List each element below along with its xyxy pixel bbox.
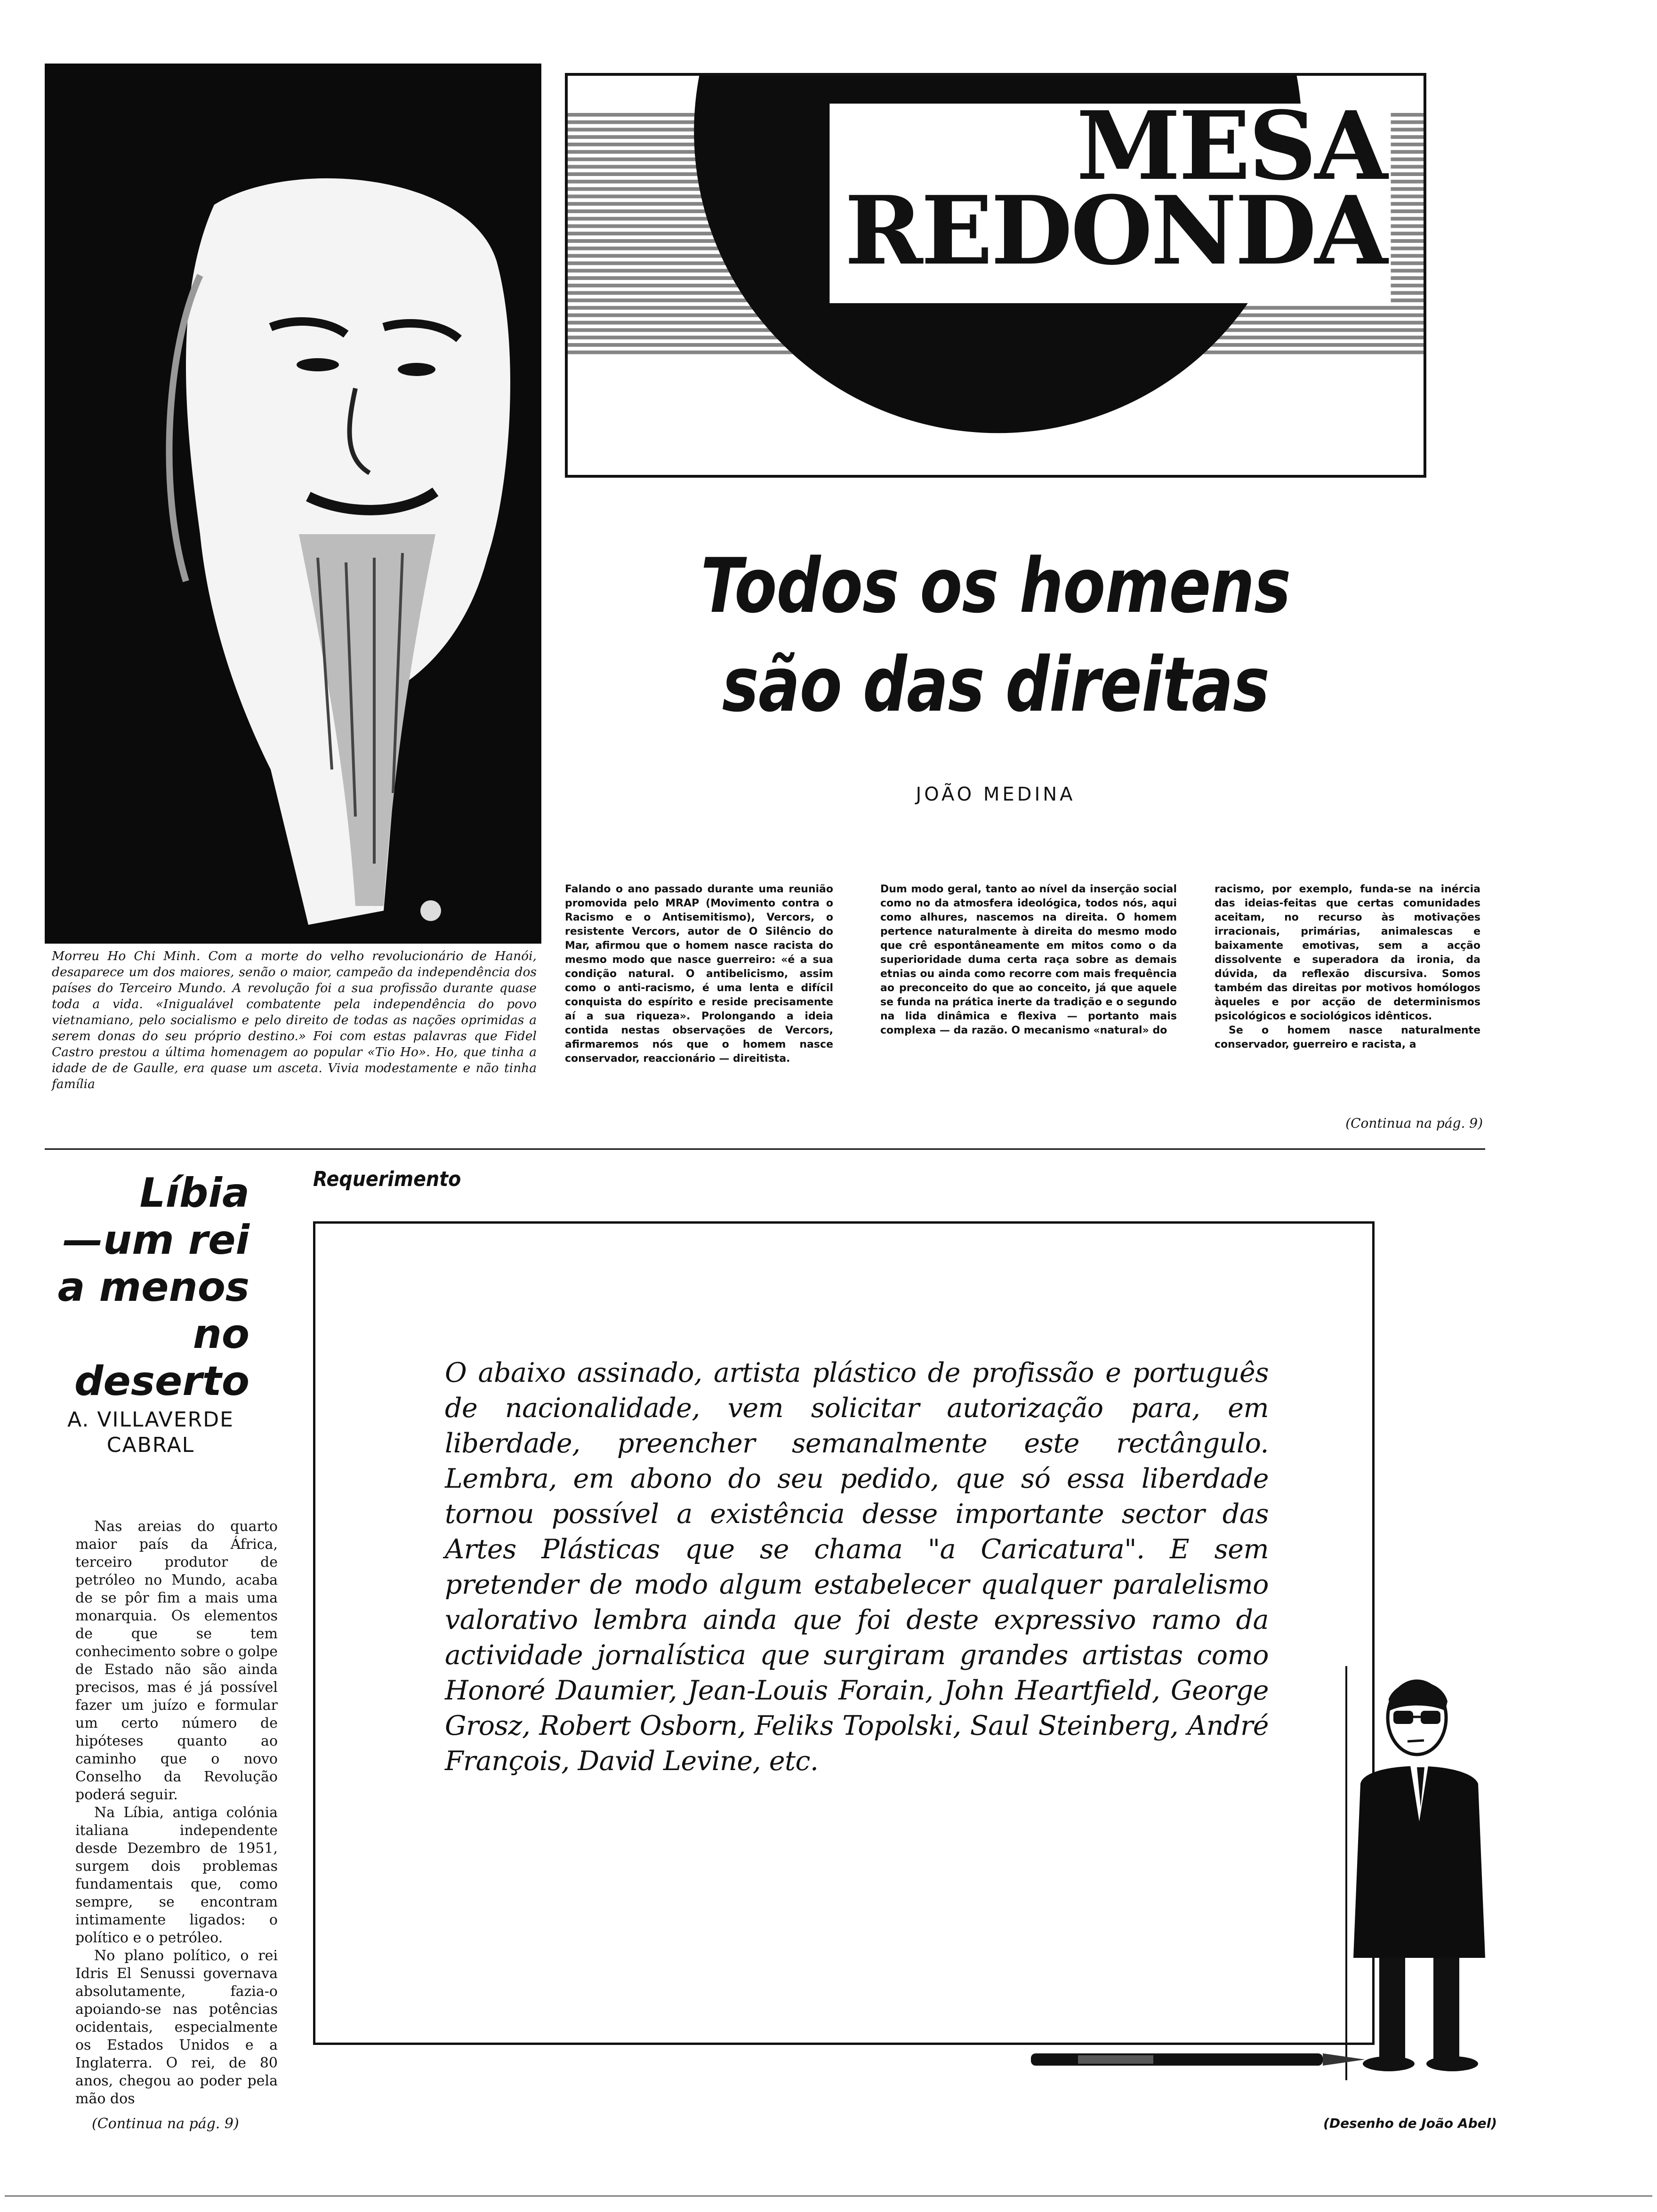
libia-headline bbox=[52, 1170, 249, 1405]
libia-body bbox=[75, 1518, 278, 2108]
ho-chi-minh-photo bbox=[45, 64, 541, 944]
article-byline: JOÃO MEDINA bbox=[916, 784, 1076, 805]
libia-author-line-1: A. VILLAVERDE bbox=[67, 1408, 234, 1432]
photo-caption: Morreu Ho Chi Minh. Com a morte do velho revolucionário de Hanói, desaparece um dos maiores, senão o maior, campeão da independência dos países do Terceiro Mundo. A revolução foi a sua profissão durante quase toda a vida. «Inigualável combatente pela independência do povo vietnamiano, pelo socialismo e pelo direito de todas as nações oprimidas a serem donas do seu próprio destino.» Foi com estas palavras que Fidel Castro prestou a última homenagem ao popular «Tio Ho». Ho, que tinha a idade de de Gaulle, era quase um asceta. Vivia modestamente e não tinha família bbox=[52, 949, 537, 1091]
masthead-box bbox=[565, 73, 1426, 478]
article-column-3 bbox=[1215, 882, 1480, 1052]
libia-author-line-2: CABRAL bbox=[106, 1433, 195, 1457]
libia-paragraph-2: Na Líbia, antiga colónia italiana independente desde Dezembro de 1951, surgem dois problemas fundamentais que, como sempre, se encontram intimamente ligados: o político e o petróleo. bbox=[75, 1804, 278, 1946]
portrait-illustration bbox=[45, 64, 541, 944]
illustration-credit: (Desenho de João Abel) bbox=[1323, 2116, 1497, 2131]
article-continued-note: (Continua na pág. 9) bbox=[1345, 1115, 1483, 1131]
article-column-2: Dum modo geral, tanto ao nível da inserção social como no da atmosfera ideológica, todos nós, aqui como alhures, nascemos na direita. O homem pertence naturalmente à direita do mesmo modo que crê espontâneamente em mitos como o da superioridade duma certa raça sobre as demais etnias ou ainda como recorre com mais frequência ao preconceito do que ao conceito, já que aquele se funda na prática inerte da tradição e o segundo na lida dinâmica e flexiva — portanto mais complexa — da razão. O mecanismo «natural» do bbox=[880, 883, 1177, 1036]
libia-title-line-4: no deserto bbox=[74, 1311, 249, 1405]
libia-title-line-2: —um rei bbox=[63, 1217, 249, 1264]
masthead-word-mesa: MESA bbox=[1076, 91, 1386, 201]
libia-title-line-3: a menos bbox=[57, 1264, 249, 1311]
libia-paragraph-3: No plano político, o rei Idris El Senussi governava absolutamente, fazia-o apoiando-se nas potências ocidentais, especialmente os Estados Unidos e a Inglaterra. O rei, de 80 anos, chegou ao poder pela mão dos bbox=[75, 1948, 278, 2107]
article-column-1: Falando o ano passado durante uma reunião promovida pelo MRAP (Movimento contra o Racismo e o Antisemitismo), Vercors, o resistente Vercors, autor de O Silêncio do Mar, afirmou que o homem nasce racista do mesmo modo que nasce guerreiro: «é a sua condição natural. O antibelicismo, assim como o anti-racismo, é uma lenta e difícil conquista do espírito e reside precisamente aí a sua riqueza». Prolongando a ideia contida nestas observações de Vercors, afirmaremos nós que o homem nasce conservador, reaccionário — direitista. bbox=[565, 883, 833, 1065]
article-headline bbox=[643, 537, 1349, 734]
requerimento-handwritten-text: O abaixo assinado, artista plástico de profissão e português de nacionalidade, vem solicitar autorização para, em liberdade, preencher semanalmente este rectângulo. Lembra, em abono do seu pedido, que só essa liberdade tornou possível a existência desse importante sector das Artes Plásticas que se chama "a Caricatura". E sem pretender de modo algum estabelecer qualquer paralelismo valorativo lembra ainda que foi deste expressivo ramo da actividade jornalística que surgiram grandes artistas como Honoré Daumier, Jean-Louis Forain, John Heartfield, George Grosz, Robert Osborn, Feliks Topolski, Saul Steinberg, André François, David Levine, etc. bbox=[445, 1357, 1269, 1777]
column-3-paragraph-2: Se o homem nasce naturalmente conservador, guerreiro e racista, a bbox=[1215, 1025, 1480, 1050]
libia-paragraph-1: Nas areias do quarto maior país da África, terceiro produtor de petróleo no Mundo, acaba de se pôr fim a mais uma monarquia. Os elementos de que se tem conhecimento sobre o golpe de Estado não são ainda precisos, mas é já possível fazer um juízo e formular um certo número de hipóteses quanto ao caminho que o novo Conselho da Revolução poderá seguir. bbox=[75, 1518, 278, 1803]
masthead-word-redonda: REDONDA bbox=[845, 176, 1386, 286]
column-3-paragraph-1: racismo, por exemplo, funda-se na inércia das ideias-feitas que certas comunidades aceitam, no recurso às motivações irracionais, primárias, animalescas e baixamente emotivas, sem a acção dissolvente e superadora da ironia, da dúvida, da reflexão discursiva. Somos também das direitas por motivos homólogos àqueles e por acção de determinismos psicológicos e sociológicos idênticos. bbox=[1215, 883, 1480, 1022]
pen-illustration bbox=[1022, 2050, 1370, 2068]
headline-line-1: Todos os homens bbox=[700, 542, 1291, 630]
libia-title-line-1: Líbia bbox=[139, 1170, 249, 1217]
requerimento-title: Requerimento bbox=[313, 1167, 461, 1191]
libia-continued-note: (Continua na pág. 9) bbox=[92, 2116, 239, 2132]
caricature-figure-illustration bbox=[1327, 1666, 1516, 2080]
headline-line-2: são das direitas bbox=[722, 641, 1270, 729]
section-divider bbox=[45, 1148, 1485, 1150]
libia-byline bbox=[52, 1407, 249, 1458]
